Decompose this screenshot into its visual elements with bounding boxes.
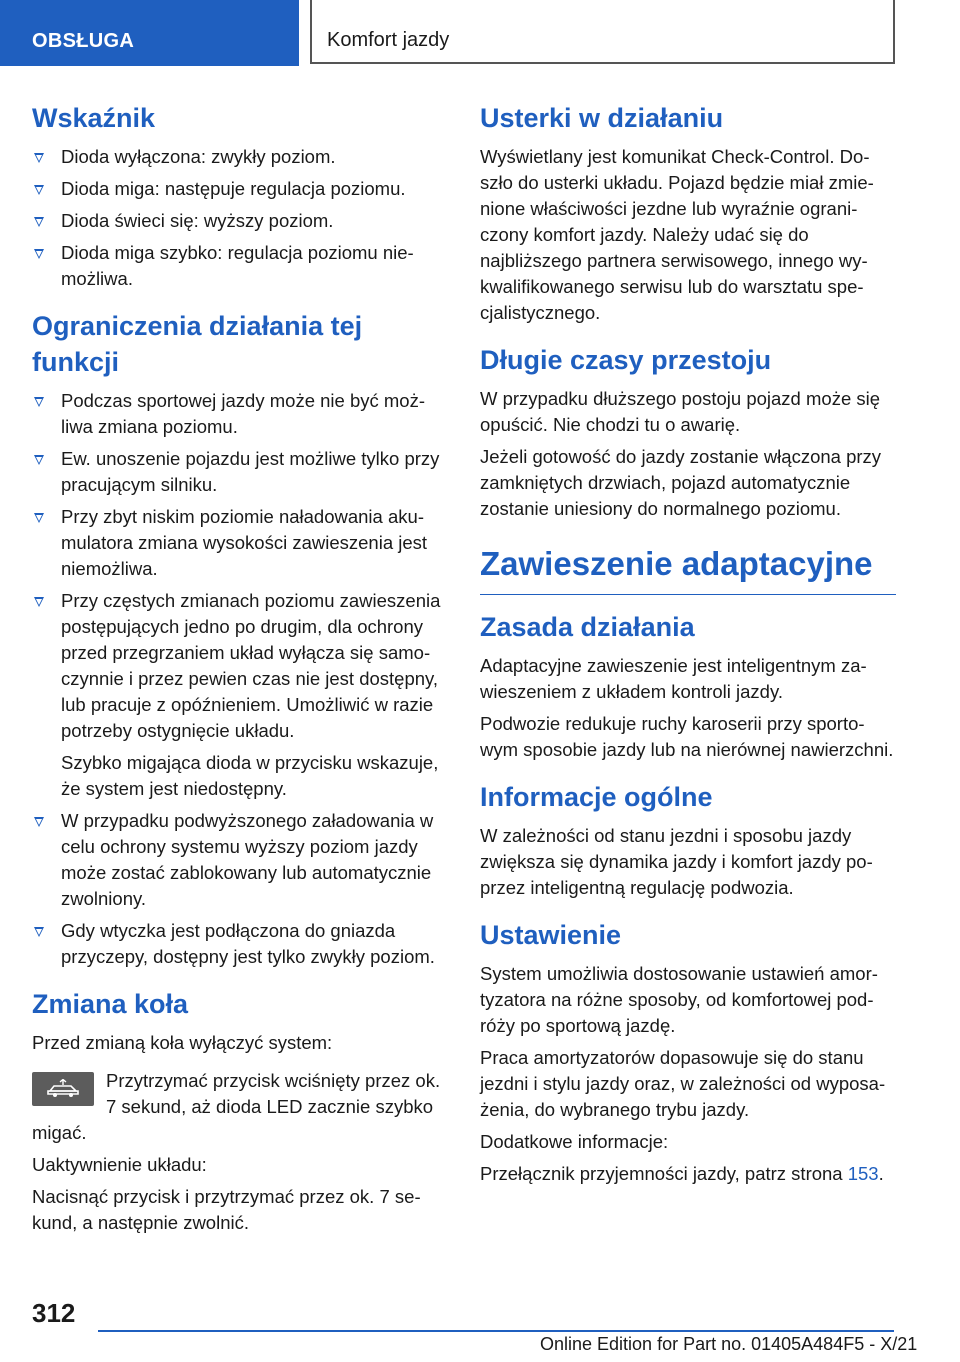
ustawienie-p2: Praca amortyzatorów dopasowuje się do stanu jezdni i stylu jazdy oraz, w zależności od wyposażenia, do wybranego trybu jazdy. <box>480 1047 886 1120</box>
zasada-p2: Podwozie redukuje ruchy karoserii przy sportowym sposobie jazdy lub na nierównej nawierzchni. <box>480 713 894 760</box>
list-item: Przy częstych zmianach poziomu zawieszenia postępujących jedno po drugim, dla ochrony przed przegrzaniem układ wyłącza się samoczynnie i przez pewien czas nie jest dostępny, lub pracuje z opóźnieniem. Umożliwić w razie potrzeby ostygnięcie układu. Szybko migająca dioda w przycisku wskazuje, że system jest niedostępny. <box>32 588 448 802</box>
triangle-icon <box>34 153 44 163</box>
list-item: Dioda świeci się: wyższy poziom. <box>32 208 448 234</box>
ustawienie-p4: Przełącznik przyjemności jazdy, patrz strona 153. <box>480 1163 884 1184</box>
list-item: Ew. unoszenie pojazdu jest możliwe tylko przy pracującym silniku. <box>32 446 448 498</box>
right-column <box>480 100 896 1193</box>
triangle-icon <box>34 455 44 465</box>
footer-edition: Online Edition for Part no. 01405A484F5 - X/21 <box>540 1334 918 1354</box>
list-item-note: Szybko migająca dioda w przycisku wskazuje, że system jest niedostępny. <box>61 752 439 799</box>
dlugie-p1: W przypadku dłuższego postoju pojazd może się opuścić. Nie chodzi tu o awarię. <box>480 388 881 435</box>
chapter-title: Zawieszenie adaptacyjne <box>480 544 896 595</box>
ustawienie-p1: System umożliwia dostosowanie ustawień amortyzatora na różne sposoby, od komfortowej podróży po sportową jazdę. <box>480 963 878 1036</box>
zasada-p1: Adaptacyjne zawieszenie jest inteligentnym zawieszeniem z układem kontroli jazdy. <box>480 655 867 702</box>
triangle-icon <box>34 597 44 607</box>
triangle-icon <box>34 817 44 827</box>
list-item: Dioda wyłączona: zwykły poziom. <box>32 144 448 170</box>
page-number: 312 <box>32 1298 76 1328</box>
section-tab: OBSŁUGA <box>0 0 299 66</box>
footer-divider <box>98 1330 894 1332</box>
dlugie-p2: Jeżeli gotowość do jazdy zostanie włączona przy zamkniętych drzwiach, pojazd automatycznie zostanie uniesiony do normalnego poziomu. <box>480 446 882 519</box>
heading-zmiana-kola: Zmiana koła <box>32 989 189 1019</box>
heading-wskaznik: Wskaźnik <box>32 103 156 133</box>
heading-ustawienie: Ustawienie <box>480 920 622 950</box>
topic-tab: Komfort jazdy <box>310 0 895 64</box>
list-item: W przypadku podwyższonego załadowania w celu ochrony systemu wyższy poziom jazdy może zostać zablokowany lub automatycznie zwolniony. <box>32 808 448 912</box>
ograniczenia-list <box>32 388 448 970</box>
heading-informacje: Informacje ogólne <box>480 782 713 812</box>
car-lift-button-icon <box>32 1072 94 1106</box>
triangle-icon <box>34 185 44 195</box>
ustawienie-p3: Dodatkowe informacje: <box>480 1131 669 1152</box>
heading-ograniczenia: Ograniczenia działania tej funkcji <box>32 311 363 377</box>
triangle-icon <box>34 513 44 523</box>
triangle-icon <box>34 397 44 407</box>
informacje-p1: W zależności od stanu jezdni i sposobu jazdy zwiększa się dynamika jazdy i komfort jazdy poprzez inteligentną regulację podwozia. <box>480 825 873 898</box>
button-text: Przytrzymać przycisk wciśnięty przez ok. 7 sekund, aż dioda LED zacznie szybko migać. <box>32 1070 441 1143</box>
list-item: Przy zbyt niskim poziomie naładowania akumulatora zmiana wysokości zawieszenia jest niemożliwa. <box>32 504 448 582</box>
triangle-icon <box>34 927 44 937</box>
list-item: Dioda miga szybko: regulacja poziomu niemożliwa. <box>32 240 448 292</box>
triangle-icon <box>34 217 44 227</box>
heading-zasada: Zasada działania <box>480 612 695 642</box>
button-instruction <box>32 1068 448 1146</box>
page-header <box>0 0 960 66</box>
usterki-text: Wyświetlany jest komunikat Check-Control. Doszło do usterki układu. Pojazd będzie miał zmienione właściwości jezdne lub wyraźnie ograniczony komfort jazdy. Należy udać się do najbliższego partnera serwisowego, innego wykwalifikowanego serwisu lub do warsztatu specjalistycznego. <box>480 146 874 323</box>
zmiana-intro: Przed zmianą koła wyłączyć system: <box>32 1032 333 1053</box>
heading-usterki: Usterki w działaniu <box>480 103 724 133</box>
heading-dlugie: Długie czasy przestoju <box>480 345 772 375</box>
page-link[interactable]: 153 <box>847 1163 879 1184</box>
wskaznik-list <box>32 144 448 292</box>
triangle-icon <box>34 249 44 259</box>
list-item: Gdy wtyczka jest podłączona do gniazda przyczepy, dostępny jest tylko zwykły poziom. <box>32 918 448 970</box>
activate-text: Nacisnąć przycisk i przytrzymać przez ok. 7 sekund, a następnie zwolnić. <box>32 1186 421 1233</box>
left-column <box>32 100 448 1242</box>
list-item: Dioda miga: następuje regulacja poziomu. <box>32 176 448 202</box>
list-item: Podczas sportowej jazdy może nie być możliwa zmiana poziomu. <box>32 388 448 440</box>
activate-label: Uaktywnienie układu: <box>32 1154 207 1175</box>
